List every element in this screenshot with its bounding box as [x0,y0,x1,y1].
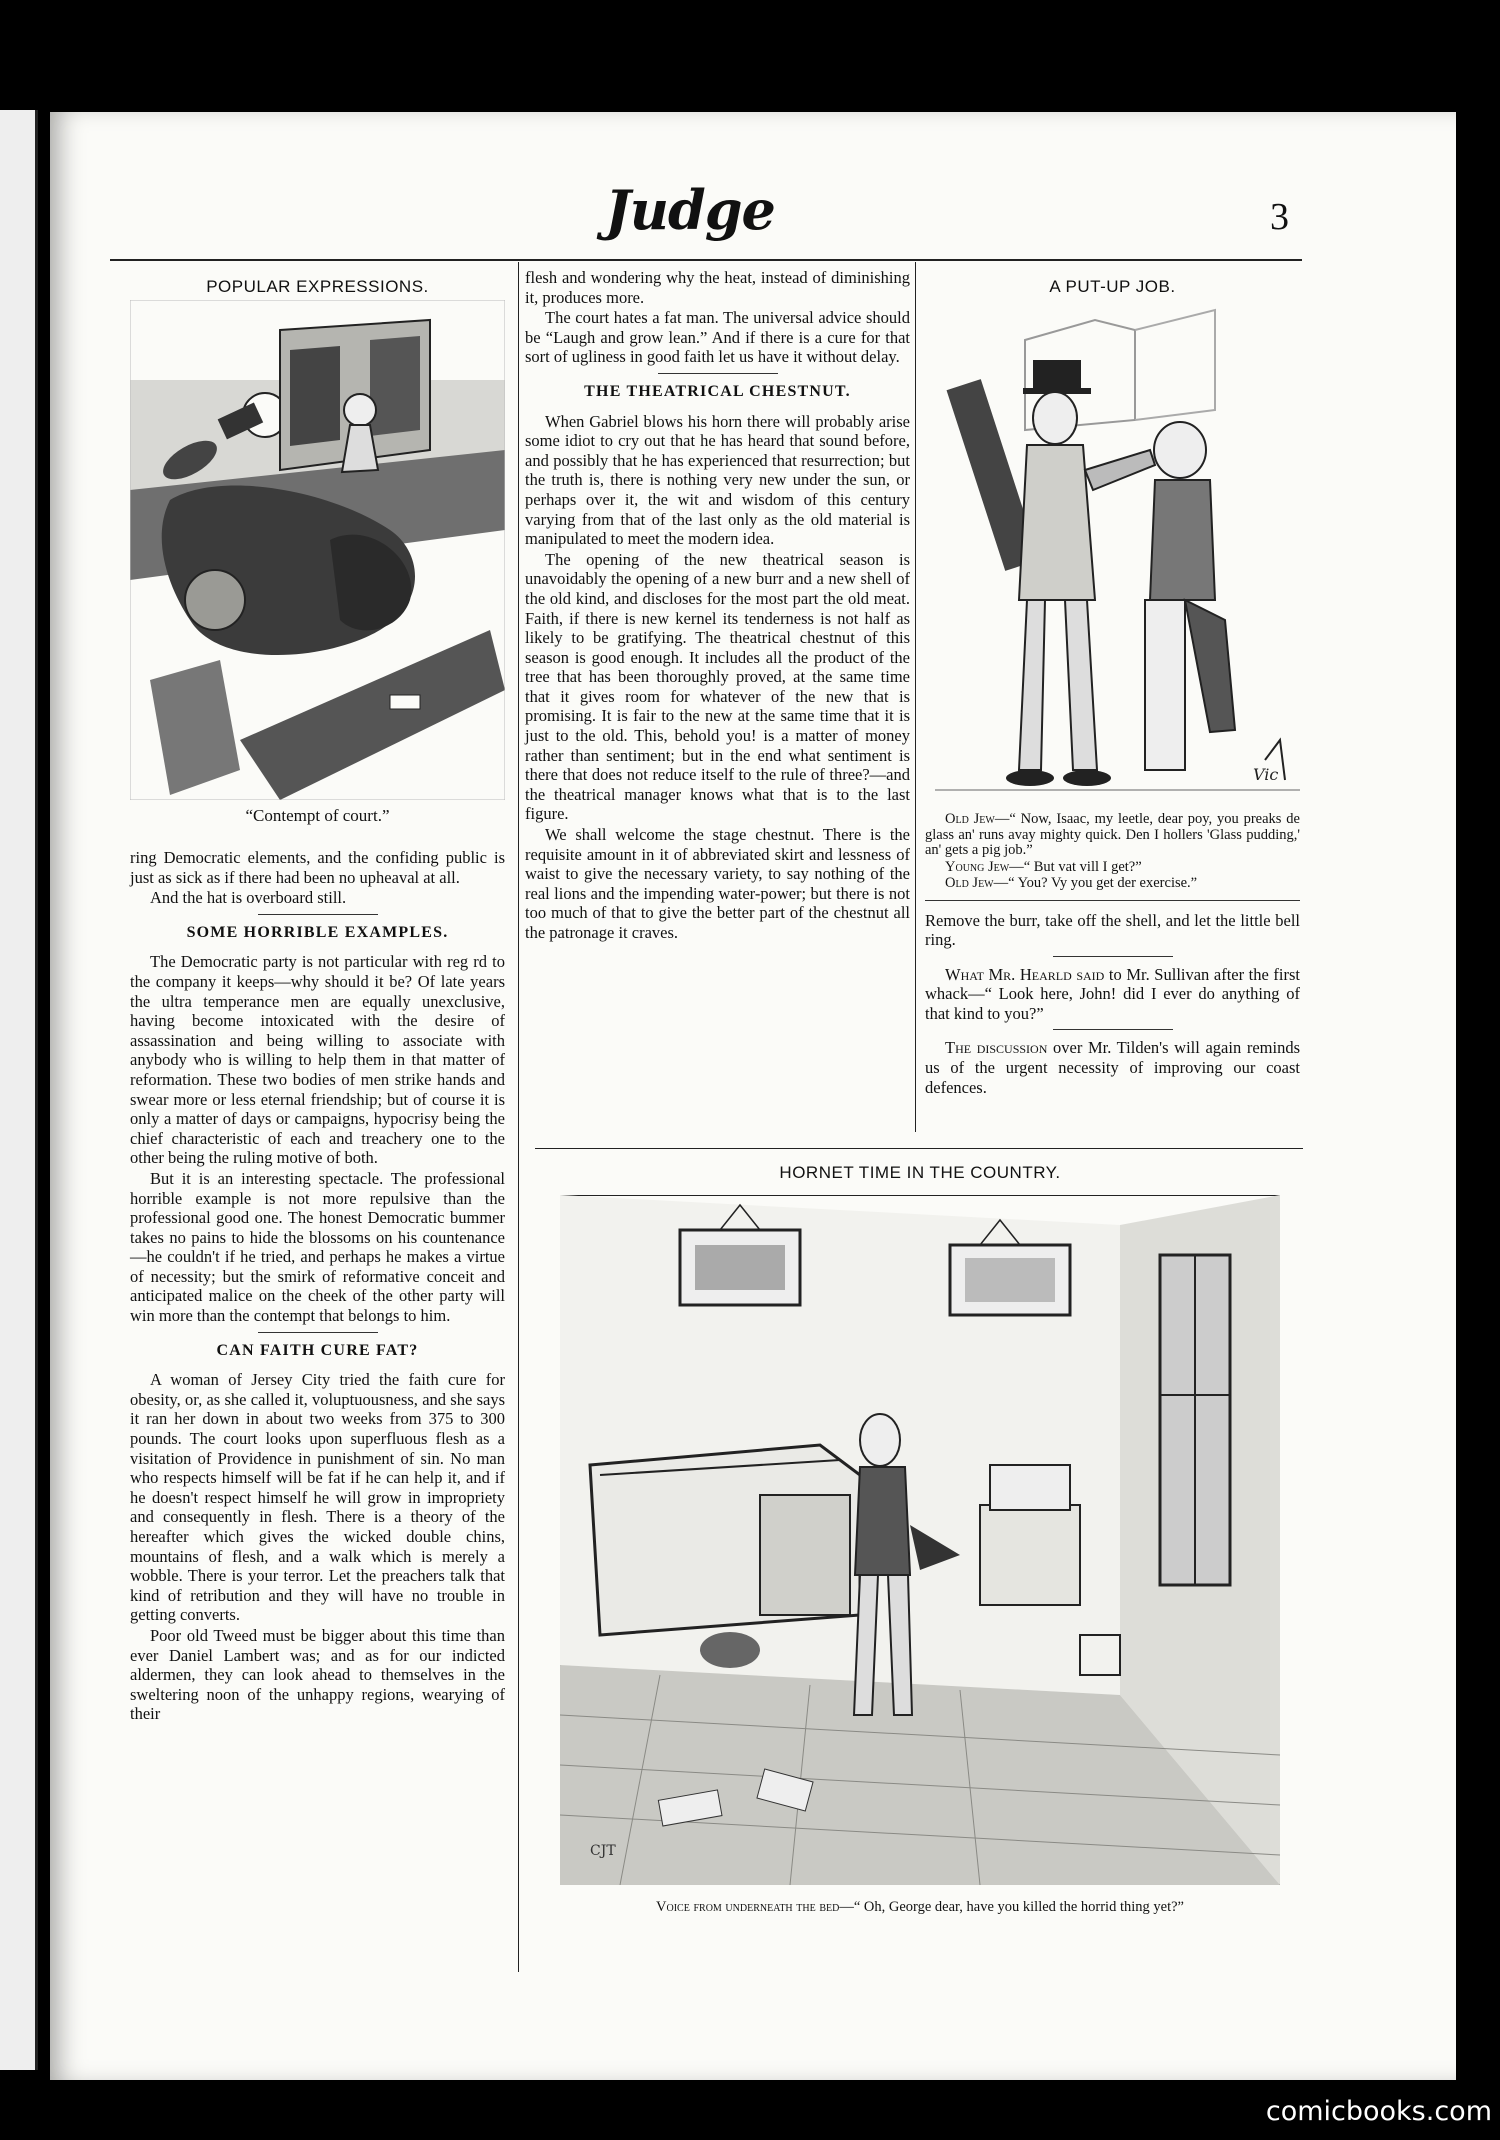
column-1-body [130,806,505,1725]
chestnut-paragraph-3: We shall welcome the stage chestnut. There is the requisite amount in it of abbreviated skirt and lessness of waist to give the necessary variety, to say nothing of the real lions and the impending water-power; but there is not too much of that to give the better part of the chestnut all the patronage it craves. [525,825,910,942]
hornet-caption-lead: Voice from underneath the bed [656,1899,840,1915]
dialogue-line-3 [925,876,1300,892]
popular-expressions-title: POPULAR EXPRESSIONS. [206,277,429,296]
hornet-time-illustration [560,1195,1280,1885]
hat-line: And the hat is overboard still. [150,888,347,908]
hornet-artist-signature: CJT [590,1843,616,1859]
watermark-text: comicbooks.com [1265,2096,1492,2127]
column-3-body [925,812,1300,1098]
dialogue-line-1 [925,812,1300,859]
section-divider [1053,1029,1173,1030]
column-3-top [925,276,1300,298]
hornet-caption-text: —“ Oh, George dear, have you killed the horrid thing yet?” [839,1899,1184,1915]
chestnut-paragraph-2: The opening of the new theatrical season is unavoidably the opening of a new burr and a new shell of the old kind, and discloses for the most part the old meat. Faith, if there is new kernel its tenderness is not half as likely to be gratifying. The theatrical chestnut of this season is good enough. It includes all the product of the tree that has been thoroughly proved, at the same time that it gives room for whatever of the new that is promising. It is fair to the new at the same time that it is just to the old. This, behold you! is a matter of money rather than sentiment; but in the end what sentiment is there that does not reduce itself to the rule of three?—and the theatrical manager knows what that is to the last figure. [525,549,910,824]
faith-paragraph-1: A woman of Jersey City tried the faith cure for obesity, or, as she called it, voluptuousness, and she says it ran her down in about two weeks from 375 to 300 pounds. The court looks upon superfluous flesh as a visitation of Providence in punishment of sin. No man who respects himself will be fat if he can help it, and if he doesn't respect himself he will grow in impropriety and consequently in flesh. There is a theory of the hereafter which gives the wicked double chins, mountains of flesh, and a walk which is merely a wobble. There is your terror. Let the preachers talk that kind of retribution and they will have no trouble in getting converts. [130,1370,505,1625]
column-1-top [130,276,505,298]
discussion-paragraph [925,1038,1300,1097]
dialogue-speaker: Old Jew [945,811,995,827]
faith-cure-heading: CAN FAITH CURE FAT? [216,1341,419,1359]
dialogue-text: —“ Now, Isaac, my leetle, dear poy, you preaks de glass an' runs avay mighty quick. Den I hollers 'Glass pudding,' an' gets a pig job.” [925,811,1300,858]
faith-paragraph-2: Poor old Tweed must be bigger about this time than ever Daniel Lambert was; and as for our indicted aldermen, they can look ahead to themselves in the sweltering noon of the unhappy regions, wearying of their [130,1625,505,1724]
burr-paragraph: Remove the burr, take off the shell, and let the little bell ring. [925,910,1300,950]
page-number: 3 [1270,196,1289,238]
put-up-job-illustration [935,300,1300,805]
hornet-time-title: HORNET TIME IN THE COUNTRY. [779,1163,1061,1182]
put-up-job-title: A PUT-UP JOB. [1049,277,1176,296]
put-up-job-dialogue [925,812,1300,892]
hearld-paragraph [925,965,1300,1024]
chestnut-paragraph-1: When Gabriel blows his horn there will probably arise some idiot to cry out that he has heard that sound before, and possibly that he has experienced that resurrection; but the truth is, there is nothing very new under the sun, or perhaps over it, the wit and wisdom of this century varying from that of the last only as the old material is manipulated to meet the modern idea. [525,411,910,549]
horrible-examples-heading: SOME HORRIBLE EXAMPLES. [186,923,449,941]
masthead-title: Judge [605,178,775,242]
column-divider-2 [915,262,916,1132]
masthead-logo [600,175,780,247]
discussion-text: over Mr. Tilden's will again reminds us of the urgent necessity of improving our coast defences. [925,1038,1300,1097]
fat-cont-paragraph-1: flesh and wondering why the heat, instead of diminishing it, produces more. [525,268,910,307]
contempt-caption: “Contempt of court.” [245,806,390,825]
section-divider [258,914,378,915]
dialogue-speaker: Young Jew [945,858,1010,875]
hearld-lead: What Mr. Hearld said [945,964,1105,984]
intro-paragraph: ring Democratic elements, and the confiding public is just as sick as if there had been no upheaval at all. [130,848,505,887]
header-rule [110,259,1302,261]
column-2 [525,268,910,944]
horrible-paragraph-1: The Democratic party is not particular with reg rd to the company it keeps—why should it be? Of late years the ultra temperance men are equally unexclusive, having become intoxicated with the desire of assassination and being willing to associate with anybody who is willing to help them in that matter of reformation. These two bodies of men strike hands and swear more or less eternal friendship; but of course it is only a matter of days or campaigns, hypocrisy being the chief characteristic of each and treachery one to the other being the ruling motive of both. [130,952,505,1168]
hornet-caption [560,1897,1280,1917]
hearld-text: to Mr. Sullivan after the first whack—“ Look here, John! did I ever do anything of that kind to you?” [925,964,1300,1023]
dialogue-text: —“ But vat vill I get?” [1009,858,1142,875]
adjacent-page-edge [0,110,38,2070]
section-rule [535,1148,1303,1149]
fat-cont-paragraph-2: The court hates a fat man. The universal advice should be “Laugh and grow lean.” And if there is a cure for that sort of ugliness in good faith let us have it without delay. [525,308,910,367]
dialogue-line-2 [925,860,1300,876]
section-divider [658,373,778,374]
section-divider [1053,956,1173,957]
section-divider [258,1332,378,1333]
dialogue-rule [925,900,1300,901]
contempt-of-court-illustration [130,300,505,800]
dialogue-speaker: Old Jew [945,875,994,891]
column-divider-1 [518,262,519,1972]
horrible-paragraph-2: But it is an interesting spectacle. The professional horrible example is not more repulsive than the professional good one. The honest Democratic bummer takes no pains to hide the blossoms on his countenance—he couldn't if he tried, and perhaps he makes a virtue of necessity; but the smirk of reformative conceit and anticipated malice on the cheek of the other party will win more than the contempt that belongs to him. [130,1168,505,1326]
dialogue-text: —“ You? Vy you get der exercise.” [993,875,1198,891]
put-up-job-signature: Vic [1253,765,1279,784]
theatrical-chestnut-heading: THE THEATRICAL CHESTNUT. [584,382,851,400]
discussion-lead: The discussion [945,1038,1048,1058]
